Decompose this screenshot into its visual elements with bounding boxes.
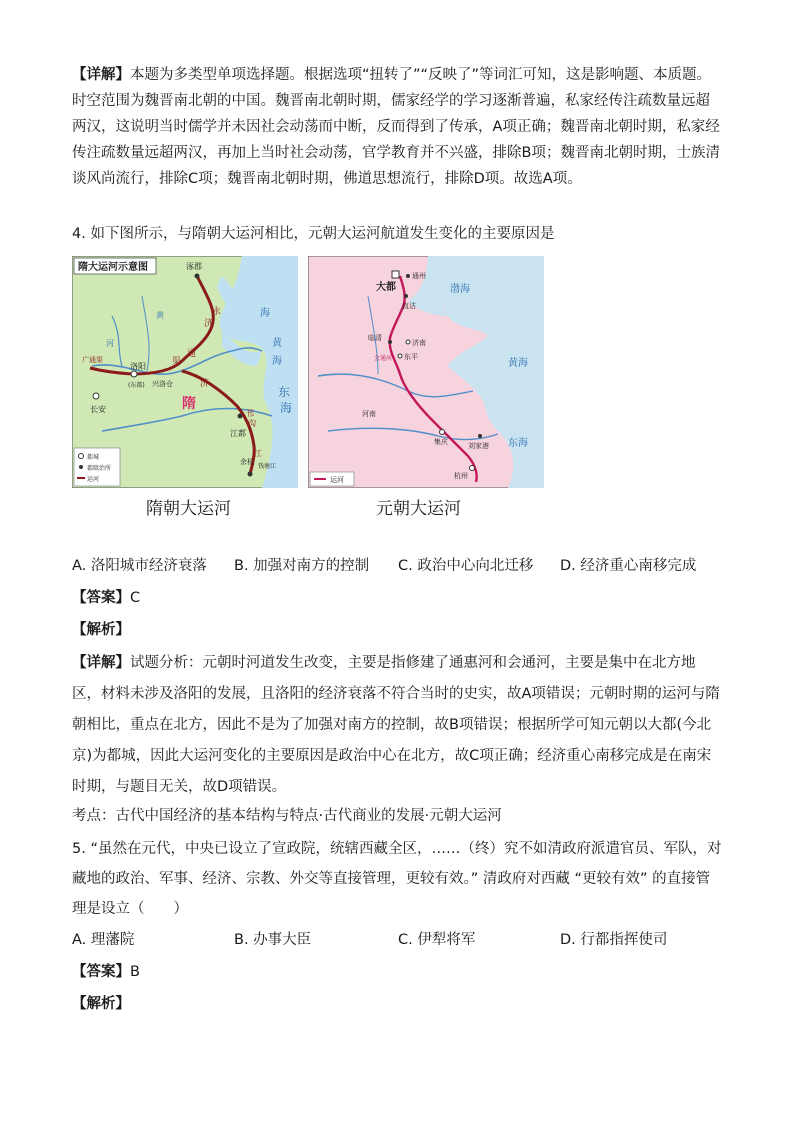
q5-answer-value: B (130, 964, 140, 980)
label-han: 邗 (246, 409, 254, 418)
q5-option-d: D. 行都指挥使司 (560, 932, 668, 948)
map-yuan-caption: 元朝大运河 (376, 499, 461, 519)
q3-detail-tag: 【详解】 (72, 67, 130, 83)
label-yong: 永 (212, 307, 222, 317)
label-tong: 通 (187, 349, 197, 359)
q4-detail (72, 648, 722, 803)
label-sui: 隋 (182, 396, 196, 412)
label-guangtong: 广通渠 (82, 356, 103, 364)
label-jiqing: 集庆 (434, 438, 448, 446)
q4-detail-text: 试题分析：元朝时河道发生改变，主要是指修建了通惠河和会通河，主要是集中在北方地区，材料未涉及洛阳的发展，且洛阳的经济衰落不符合当时的史实，故A项错误；元朝时期的运河与隋朝相比，重点在北方，因此不是为了加强对南方的控制，故B项错误；根据所学可知元朝以大都(今北京)为都城，因此大运河变化的主要原因是政治中心在北方，故C项正确；经济重心南移完成是在南宋时期，与题目无关，故D项错误。 (72, 655, 720, 795)
q5-option-b: B. 办事大臣 (234, 932, 312, 948)
q4-option-a: A. 洛阳城市经济衰落 (72, 558, 207, 574)
q5-answer-tag: 【答案】 (72, 964, 130, 980)
label-dongdu: (东都) (128, 382, 145, 389)
label-huanghai-1: 黄 (272, 338, 282, 349)
label-liujiagang: 刘家港 (468, 442, 489, 450)
q4-answer (72, 588, 140, 608)
q4-analysis-tag: 【解析】 (72, 622, 130, 638)
map-yuan-svg (308, 256, 544, 488)
label-zhuojun: 涿郡 (186, 262, 202, 271)
label-huitong: 会通河 (374, 355, 393, 362)
label-he: 河 (106, 339, 114, 348)
label-yuan-bohai: 渤海 (450, 284, 470, 295)
label-linqing: 临清 (368, 334, 382, 342)
q4-stem: 4. 如下图所示，与隋朝大运河相比，元朝大运河航道发生变化的主要原因是 (72, 226, 555, 242)
label-henan: 河南 (362, 410, 376, 418)
label-dongping: 东平 (404, 353, 418, 361)
label-yuan-donghai: 东海 (508, 438, 528, 449)
label-jinan: 济南 (412, 339, 426, 347)
q5-stem: 5. “虽然在元代，中央已设立了宣政院，统辖西藏全区，……（终）究不如清政府派遣官员、军队，对藏地的政治、军事、经济、宗教、外交等直接管理，更较有效。” 清政府对西藏 “更较有效” 的直接管理是设立（ ） (72, 841, 722, 917)
q4-answer-tag: 【答案】 (72, 590, 130, 606)
q4-option-b: B. 加强对南方的控制 (234, 558, 370, 574)
label-donghai-2: 海 (280, 401, 293, 415)
map-sui-svg (72, 256, 298, 488)
legend-sui-canal: 运河 (87, 476, 100, 483)
map-sui-caption: 隋朝大运河 (146, 499, 231, 519)
legend-sui-prefecture: 郡级治所 (87, 465, 112, 472)
label-jiangdu: 江都 (230, 429, 246, 438)
label-donghai-1: 东 (278, 385, 291, 399)
q5-option-a: A. 理藩院 (72, 932, 135, 948)
label-qu: 渠 (172, 357, 182, 367)
label-ji: 济 (204, 319, 214, 329)
label-jiang: 江 (254, 449, 262, 458)
map-sui-title: 隋大运河示意图 (78, 262, 148, 273)
q4-option-c: C. 政治中心向北迁移 (398, 558, 534, 574)
label-bohai: 海 (260, 308, 270, 319)
q3-detail (72, 62, 722, 192)
label-tongzhou: 通州 (412, 272, 426, 280)
label-hangzhou: 杭州 (454, 472, 468, 480)
q4-option-d: D. 经济重心南移完成 (560, 558, 697, 574)
q5-option-c: C. 伊犁将军 (398, 932, 476, 948)
legend-yuan-canal: 运河 (330, 476, 344, 484)
q4-answer-value: C (130, 590, 141, 606)
label-changan: 长安 (90, 405, 106, 414)
label-yuhang: 余杭 (240, 458, 254, 466)
label-qiantangjiang: 钱塘江 (258, 463, 277, 470)
label-gou: 沟 (248, 419, 256, 428)
label-yuan-huanghai: 黄海 (508, 358, 528, 369)
label-ji2: 济 (200, 379, 210, 389)
label-huanghai-2: 海 (272, 356, 282, 367)
map-yuan (308, 256, 544, 488)
label-luoyang: 洛阳 (130, 362, 146, 371)
label-xingluocang: 兴洛仓 (152, 380, 173, 388)
q3-detail-text: 本题为多类型单项选择题。根据选项“扭转了”“反映了”等词汇可知，这是影响题、本质题。时空范围为魏晋南北朝的中国。魏晋南北朝时期，儒家经学的学习逐渐普遍，私家经传注疏数量远超两汉，这说明当时儒学并未因社会动荡而中断，反而得到了传承，A项正确；魏晋南北朝时期，私家经传注疏数量远超两汉，再加上当时社会动荡，官学教育并不兴盛，排除B项；魏晋南北朝时期，士族清谈风尚流行，排除C项；魏晋南北朝时期，佛道思想流行，排除D项。故选A项。 (72, 67, 720, 187)
map-sui (72, 256, 298, 488)
q4-kaodian: 考点：古代中国经济的基本结构与特点·古代商业的发展·元朝大运河 (72, 808, 502, 824)
q5-answer (72, 962, 140, 982)
label-dadu: 大都 (376, 282, 396, 293)
q5-analysis-tag: 【解析】 (72, 996, 130, 1012)
legend-sui-capital: 都城 (87, 454, 100, 461)
label-zhigu: 直沽 (402, 302, 416, 310)
label-huang: 黄 (156, 311, 164, 320)
q4-detail-tag: 【详解】 (72, 655, 130, 671)
